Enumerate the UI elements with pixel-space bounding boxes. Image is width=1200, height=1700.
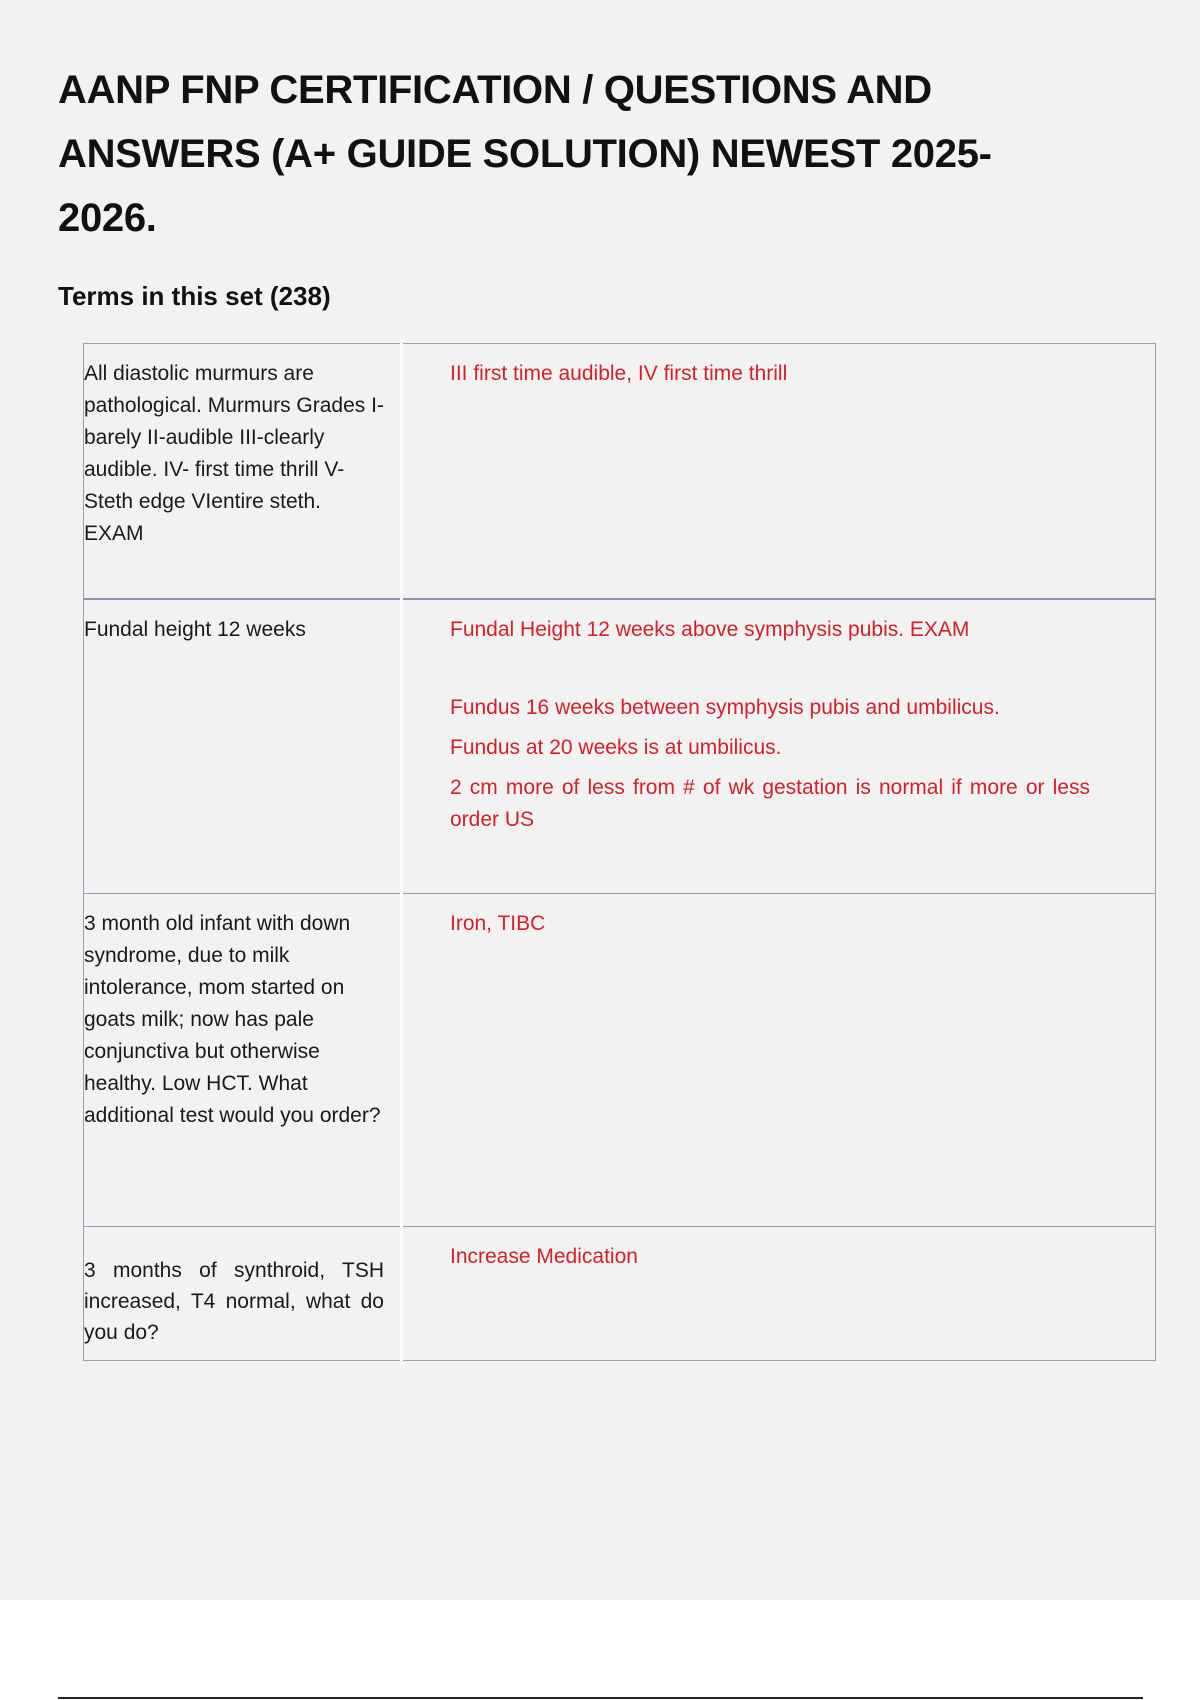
term-answer-cell bbox=[402, 344, 1156, 600]
table-row bbox=[84, 599, 1156, 894]
term-question: All diastolic murmurs are pathological. Murmurs Grades I-barely II-audible III-clearly audible. IV- first time thrill V-Steth edge VIentire steth. EXAM bbox=[84, 362, 384, 545]
table-row bbox=[84, 894, 1156, 1227]
set-heading: Terms in this set (238) bbox=[58, 281, 331, 311]
term-answer bbox=[403, 1227, 1090, 1273]
term-answer-cell bbox=[402, 894, 1156, 1227]
term-answer-cell bbox=[402, 599, 1156, 894]
term-answer-line: Iron, TIBC bbox=[450, 912, 546, 935]
term-question-cell bbox=[84, 344, 402, 600]
table-row bbox=[84, 344, 1156, 600]
term-answer-line: Fundus at 20 weeks is at umbilicus. bbox=[450, 736, 782, 759]
term-answer-line: Fundus 16 weeks between symphysis pubis and umbilicus. bbox=[450, 696, 1000, 719]
term-question: Fundal height 12 weeks bbox=[84, 618, 306, 641]
term-answer-cell bbox=[402, 1227, 1156, 1361]
term-answer bbox=[403, 600, 1090, 836]
term-answer bbox=[403, 344, 1090, 390]
term-question-cell bbox=[84, 599, 402, 894]
document-title: AANP FNP CERTIFICATION / QUESTIONS AND ANSWERS (A+ GUIDE SOLUTION) NEWEST 2025-2026. bbox=[58, 68, 992, 240]
term-question-cell bbox=[84, 894, 402, 1227]
term-question-cell bbox=[84, 1227, 402, 1361]
term-answer-line: III first time audible, IV first time thrill bbox=[450, 362, 788, 385]
table-row bbox=[84, 1227, 1156, 1361]
term-question: 3 months of synthroid, TSH increased, T4 normal, what do you do? bbox=[84, 1259, 384, 1344]
term-answer bbox=[403, 894, 1090, 940]
term-answer-line: Increase Medication bbox=[450, 1245, 638, 1268]
term-question: 3 month old infant with down syndrome, due to milk intolerance, mom started on goats milk; now has pale conjunctiva but otherwise healthy. Low HCT. What additional test would you order? bbox=[84, 912, 381, 1127]
terms-table bbox=[83, 343, 1156, 1361]
footer-divider bbox=[58, 1697, 1143, 1699]
term-answer-line: Fundal Height 12 weeks above symphysis pubis. EXAM bbox=[450, 618, 970, 641]
term-answer-line: 2 cm more of less from # of wk gestation is normal if more or less order US bbox=[450, 776, 1090, 831]
